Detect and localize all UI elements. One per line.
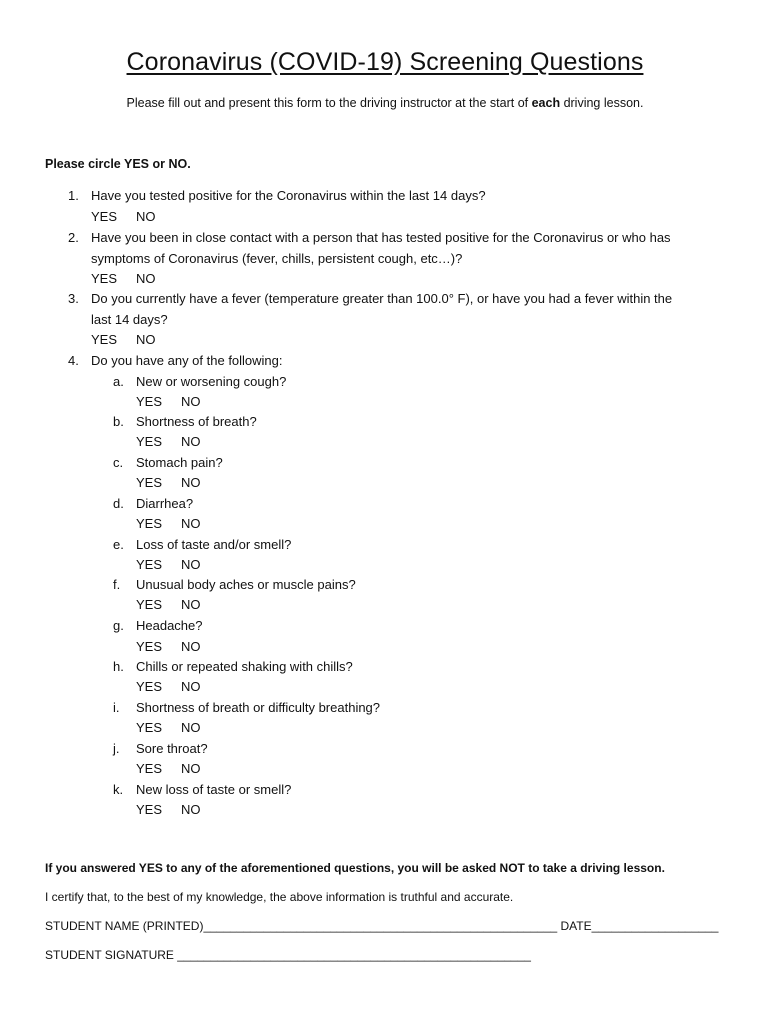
symptom-k: [0, 780, 770, 802]
symptom-i: [0, 698, 770, 720]
no-option[interactable]: NO: [181, 475, 201, 490]
answer-options: [136, 720, 201, 735]
symptom-e: [0, 535, 770, 557]
no-option[interactable]: NO: [181, 516, 201, 531]
certification-text: I certify that, to the best of my knowledge, the above information is truthful and accurate.: [45, 890, 514, 904]
symptom-text: Headache?: [136, 618, 203, 633]
date-field[interactable]: ___________________: [591, 919, 719, 933]
symptom-d: [0, 494, 770, 516]
answer-options: [136, 434, 201, 449]
no-option[interactable]: NO: [181, 557, 201, 572]
symptom-text: New or worsening cough?: [136, 374, 287, 389]
page-title: Coronavirus (COVID-19) Screening Questions: [126, 48, 644, 76]
answer-options: [136, 557, 201, 572]
yes-option[interactable]: YES: [136, 639, 163, 654]
answer-options: [136, 761, 201, 776]
answer-options: [136, 639, 201, 654]
symptom-c: [0, 453, 770, 475]
question-text: Have you been in close contact with a person that has tested positive for the Coronavirus or who has: [91, 230, 671, 245]
question-number: 3.: [68, 291, 79, 306]
yes-option[interactable]: YES: [136, 394, 163, 409]
symptom-text: Stomach pain?: [136, 455, 223, 470]
symptom-a: [0, 372, 770, 394]
yes-option[interactable]: YES: [136, 434, 163, 449]
warning-text: If you answered YES to any of the aforementioned questions, you will be asked NOT to take a driving lesson.: [45, 861, 665, 875]
symptom-g: [0, 616, 770, 638]
symptom-letter: j.: [113, 741, 120, 756]
yes-option[interactable]: YES: [136, 720, 163, 735]
student-signature-label: STUDENT SIGNATURE: [45, 948, 178, 962]
question-text: Do you have any of the following:: [91, 353, 283, 368]
symptom-letter: a.: [113, 374, 124, 389]
question-text-continued: last 14 days?: [91, 311, 168, 327]
instruction: Please circle YES or NO.: [45, 157, 191, 171]
no-option[interactable]: NO: [181, 720, 201, 735]
symptom-text: Diarrhea?: [136, 496, 194, 511]
yes-option[interactable]: YES: [136, 761, 163, 776]
answer-options: [91, 209, 156, 224]
symptom-letter: e.: [113, 537, 124, 552]
answer-options: [136, 679, 201, 694]
yes-option[interactable]: YES: [136, 557, 163, 572]
yes-option[interactable]: YES: [136, 516, 163, 531]
no-option[interactable]: NO: [181, 434, 201, 449]
answer-options: [91, 332, 156, 347]
date-label: DATE: [557, 919, 592, 933]
symptom-letter: k.: [113, 782, 124, 797]
answer-options: [136, 597, 201, 612]
question-3: [0, 289, 770, 331]
symptom-letter: b.: [113, 414, 124, 429]
question-4: [0, 351, 770, 373]
page-subtitle: [0, 96, 770, 110]
subtitle-emphasis: each: [531, 96, 561, 110]
no-option[interactable]: NO: [136, 209, 156, 224]
yes-option[interactable]: YES: [136, 679, 163, 694]
yes-option[interactable]: YES: [91, 209, 118, 224]
symptom-h: [0, 657, 770, 679]
student-name-field[interactable]: _____________________________________________________: [203, 919, 558, 933]
answer-options: [136, 394, 201, 409]
question-number: 1.: [68, 188, 79, 203]
symptom-letter: i.: [113, 700, 120, 715]
answer-options: [91, 271, 156, 286]
question-2: [0, 228, 770, 270]
symptom-text: Sore throat?: [136, 741, 208, 756]
answer-options: [136, 802, 201, 817]
yes-option[interactable]: YES: [136, 597, 163, 612]
student-name-row: [45, 919, 718, 933]
symptom-text: Loss of taste and/or smell?: [136, 537, 292, 552]
no-option[interactable]: NO: [181, 639, 201, 654]
no-option[interactable]: NO: [181, 761, 201, 776]
no-option[interactable]: NO: [181, 802, 201, 817]
symptom-text: Shortness of breath?: [136, 414, 257, 429]
symptom-letter: c.: [113, 455, 124, 470]
symptom-text: Unusual body aches or muscle pains?: [136, 577, 356, 592]
symptom-text: Shortness of breath or difficulty breathing?: [136, 700, 381, 715]
symptom-letter: d.: [113, 496, 124, 511]
no-option[interactable]: NO: [181, 597, 201, 612]
no-option[interactable]: NO: [136, 271, 156, 286]
student-name-label: STUDENT NAME (PRINTED): [45, 919, 204, 933]
no-option[interactable]: NO: [136, 332, 156, 347]
yes-option[interactable]: YES: [91, 271, 118, 286]
question-number: 4.: [68, 353, 79, 368]
symptom-f: [0, 575, 770, 597]
answer-options: [136, 516, 201, 531]
subtitle-text-post: driving lesson.: [560, 96, 644, 110]
question-number: 2.: [68, 230, 79, 245]
answer-options: [136, 475, 201, 490]
question-text-continued: symptoms of Coronavirus (fever, chills, persistent cough, etc…)?: [91, 250, 463, 266]
yes-option[interactable]: YES: [91, 332, 118, 347]
symptom-text: Chills or repeated shaking with chills?: [136, 659, 353, 674]
question-text: Have you tested positive for the Coronavirus within the last 14 days?: [91, 188, 486, 203]
subtitle-text-pre: Please fill out and present this form to the driving instructor at the start of: [126, 96, 532, 110]
yes-option[interactable]: YES: [136, 802, 163, 817]
question-text: Do you currently have a fever (temperature greater than 100.0° F), or have you had a fever within the: [91, 291, 673, 306]
symptom-text: New loss of taste or smell?: [136, 782, 292, 797]
student-signature-row: [45, 948, 531, 962]
student-signature-field[interactable]: _____________________________________________________: [177, 948, 531, 962]
symptom-letter: f.: [113, 577, 121, 592]
symptom-b: [0, 412, 770, 434]
yes-option[interactable]: YES: [136, 475, 163, 490]
symptom-letter: g.: [113, 618, 124, 633]
question-1: [0, 186, 770, 208]
no-option[interactable]: NO: [181, 679, 201, 694]
no-option[interactable]: NO: [181, 394, 201, 409]
symptom-letter: h.: [113, 659, 124, 674]
symptom-j: [0, 739, 770, 761]
